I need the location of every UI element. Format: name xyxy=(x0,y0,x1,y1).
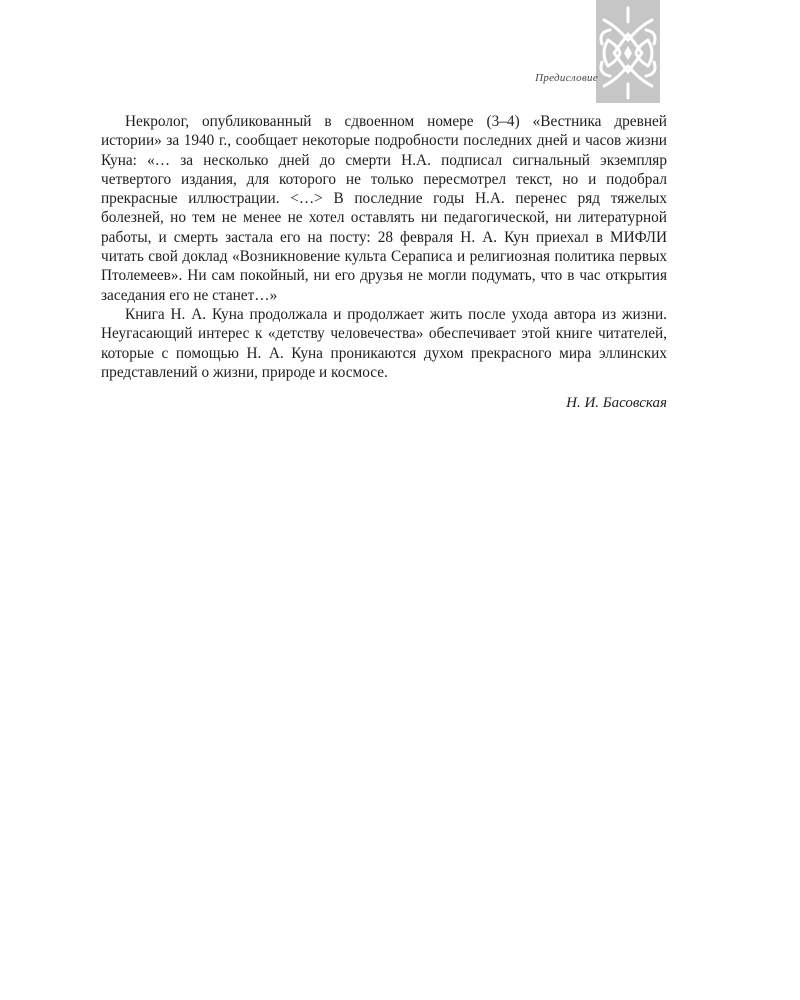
paragraph-obituary: Некролог, опубликованный в сдвоенном номере (3–4) «Вестника древней истории» за 1940 г., сообщает некоторые подробности последних дней и часов жизни Куна: «… за несколько дней до смерти Н.А. подписал сигнальный экземпляр четвертого издания, для которого не только пересмотрел текст, но и подобрал прекрасные иллюстрации. <…> В последние годы Н.А. перенес ряд тяжелых болезней, но тем не менее не хотел оставлять ни педагогической, ни литературной работы, и смерть застала его на посту: 28 февраля Н. А. Кун приехал в МИФЛИ читать свой доклад «Возникновение культа Сераписа и религиозная политика первых Птолемеев». Ни сам покойный, ни его друзья не могли подумать, что в час открытия заседания его не станет…» xyxy=(101,113,667,304)
author-signature: Н. И. Басовская xyxy=(566,395,667,411)
celtic-knot-ornament-icon xyxy=(596,0,660,103)
body-text xyxy=(101,112,667,382)
paragraph-book-legacy: Книга Н. А. Куна продолжала и продолжает жить после ухода автора из жизни. Неугасающий интерес к «детству человечества» обеспечивает этой книге читателей, которые с помощью Н. А. Куна проникаются духом прекрасного мира эллинских представлений о жизни, природе и космосе. xyxy=(101,305,667,381)
running-title: Предисловие xyxy=(535,72,598,84)
